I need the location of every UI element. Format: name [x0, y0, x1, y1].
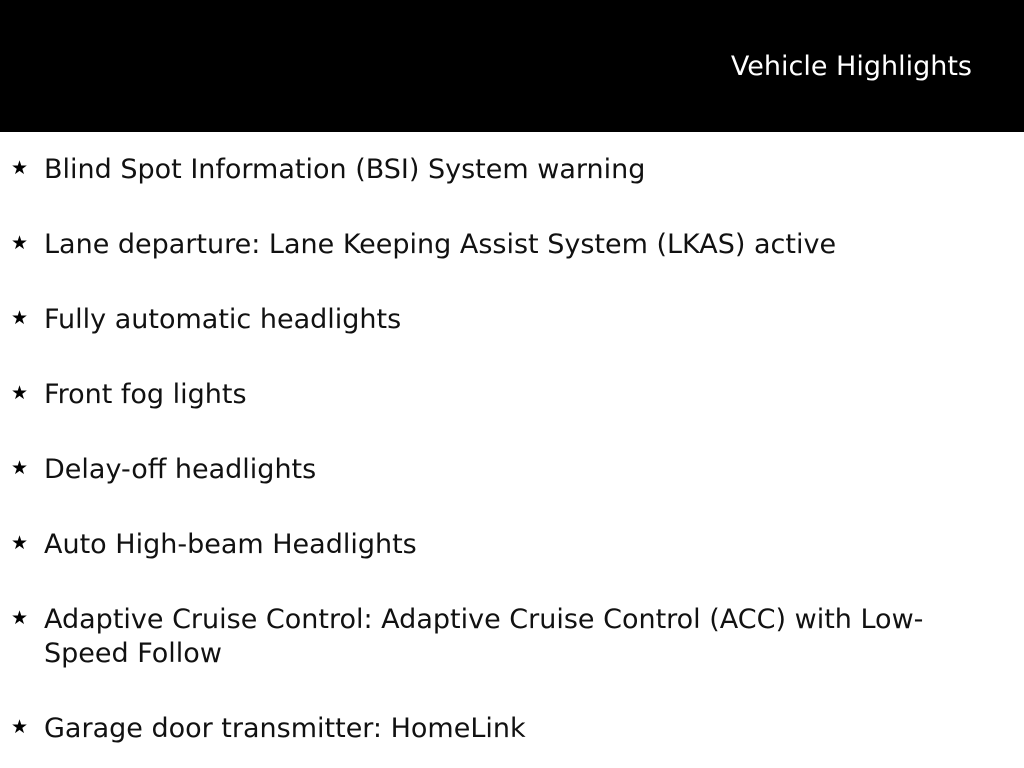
list-item-text: Front fog lights — [44, 379, 247, 410]
star-bullet-icon: ★ — [11, 607, 29, 629]
star-bullet-icon: ★ — [11, 157, 29, 179]
list-item-text: Lane departure: Lane Keeping Assist System (LKAS) active — [44, 229, 837, 260]
list-item-text: Delay-off headlights — [44, 454, 317, 485]
title-bar — [0, 0, 1024, 132]
list-item-text: Adaptive Cruise Control: Adaptive Cruise Control (ACC) with Low-Speed Follow — [44, 604, 924, 669]
page-title: Vehicle Highlights — [730, 51, 972, 82]
star-bullet-icon: ★ — [11, 716, 29, 738]
star-bullet-icon: ★ — [11, 232, 29, 254]
list-item-text: Blind Spot Information (BSI) System warning — [44, 154, 646, 185]
star-bullet-icon: ★ — [11, 307, 29, 329]
list-item-text: Auto High-beam Headlights — [44, 529, 417, 560]
star-bullet-icon: ★ — [11, 457, 29, 479]
list-item-text: Fully automatic headlights — [44, 304, 402, 335]
list-item-text: Garage door transmitter: HomeLink — [44, 713, 526, 744]
star-bullet-icon: ★ — [11, 382, 29, 404]
star-bullet-icon: ★ — [11, 532, 29, 554]
